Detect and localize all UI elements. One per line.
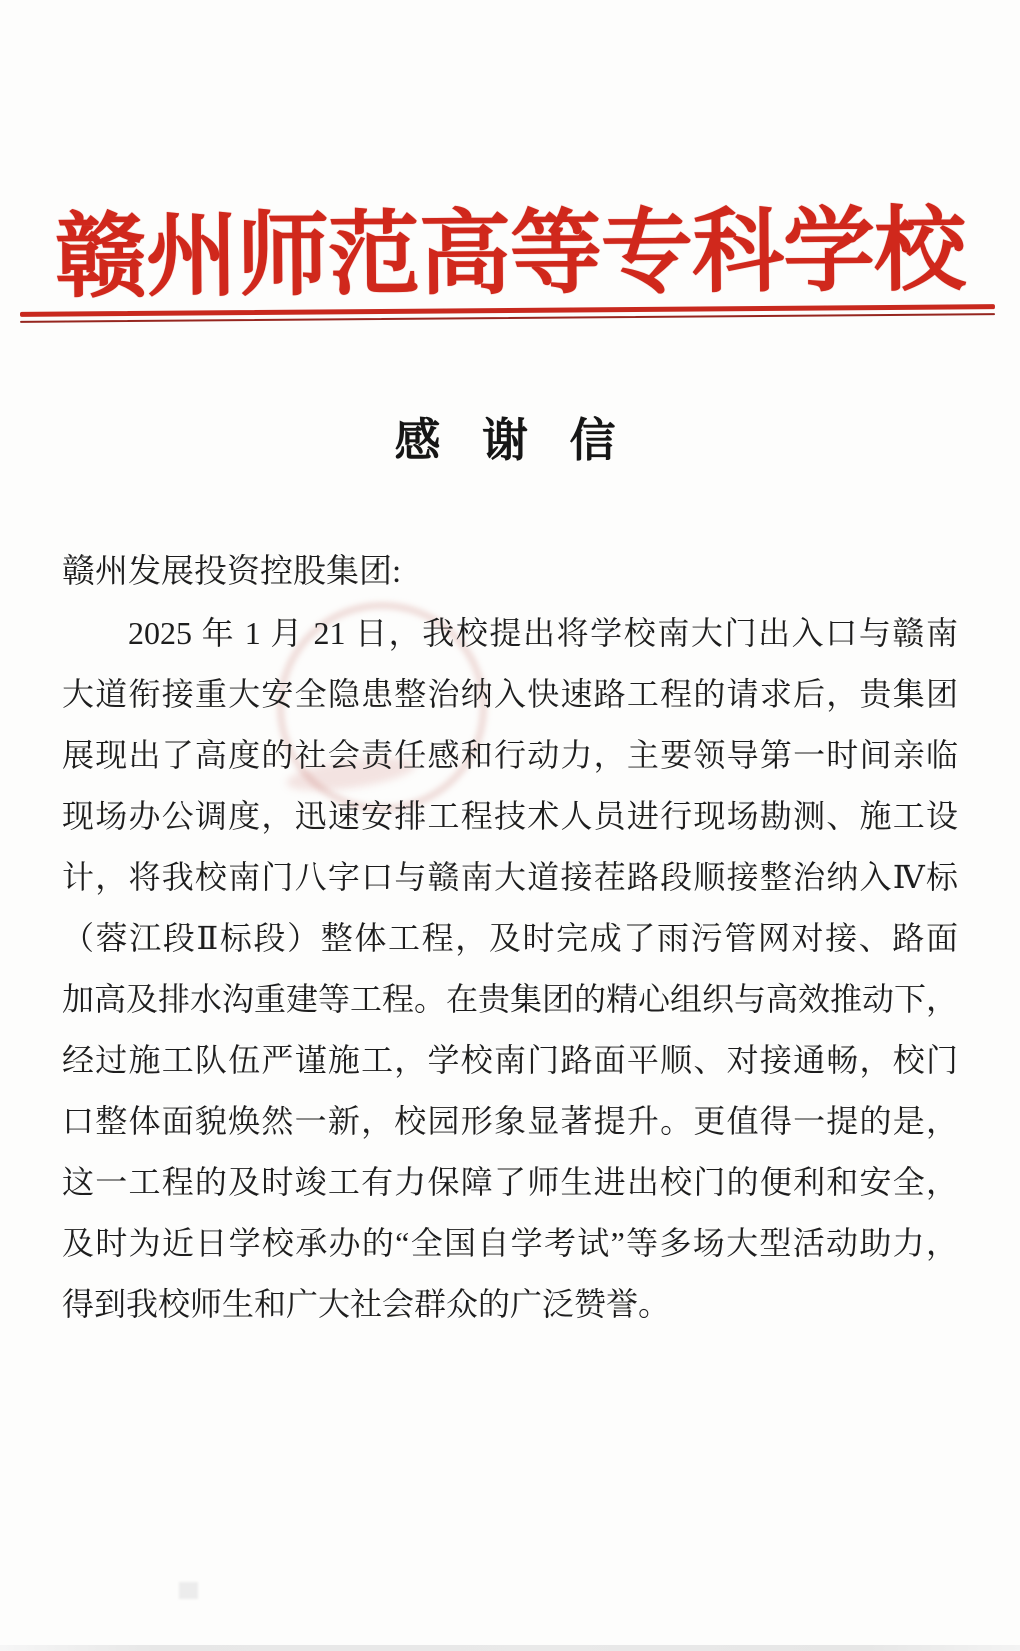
scan-edge-shadow <box>0 1645 1020 1651</box>
body-line: 现场办公调度，迅速安排工程技术人员进行现场勘测、施工设 <box>62 798 958 834</box>
body-line: （蓉江段Ⅱ标段）整体工程，及时完成了雨污管网对接、路面 <box>62 920 958 956</box>
body-line: 得到我校师生和广大社会群众的广泛赞誉。 <box>62 1286 671 1322</box>
body-line: 及时为近日学校承办的“全国自学考试”等多场大型活动助力， <box>62 1225 958 1261</box>
body-line: 2025 年 1 月 21 日，我校提出将学校南大门出入口与赣南 <box>128 615 958 651</box>
letter-body <box>62 541 958 1335</box>
body-line: 经过施工队伍严谨施工，学校南门路面平顺、对接通畅，校门 <box>62 1042 958 1078</box>
body-line: 计，将我校南门八字口与赣南大道接茬路段顺接整治纳入Ⅳ标 <box>62 859 958 895</box>
body-line: 展现出了高度的社会责任感和行动力，主要领导第一时间亲临 <box>62 737 958 773</box>
scan-artifact-spot <box>179 1582 198 1599</box>
letter-salutation: 赣州发展投资控股集团: <box>62 554 402 590</box>
body-line: 大道衔接重大安全隐患整治纳入快速路工程的请求后，贵集团 <box>62 676 958 712</box>
letterhead-school-name: 赣州师范高等专科学校 <box>54 199 966 309</box>
body-line: 这一工程的及时竣工有力保障了师生进出校门的便利和安全， <box>62 1164 958 1200</box>
body-line: 口整体面貌焕然一新，校园形象显著提升。更值得一提的是， <box>62 1103 958 1139</box>
body-line: 加高及排水沟重建等工程。在贵集团的精心组织与高效推动下， <box>62 981 959 1017</box>
letter-title: 感 谢 信 <box>394 415 626 466</box>
